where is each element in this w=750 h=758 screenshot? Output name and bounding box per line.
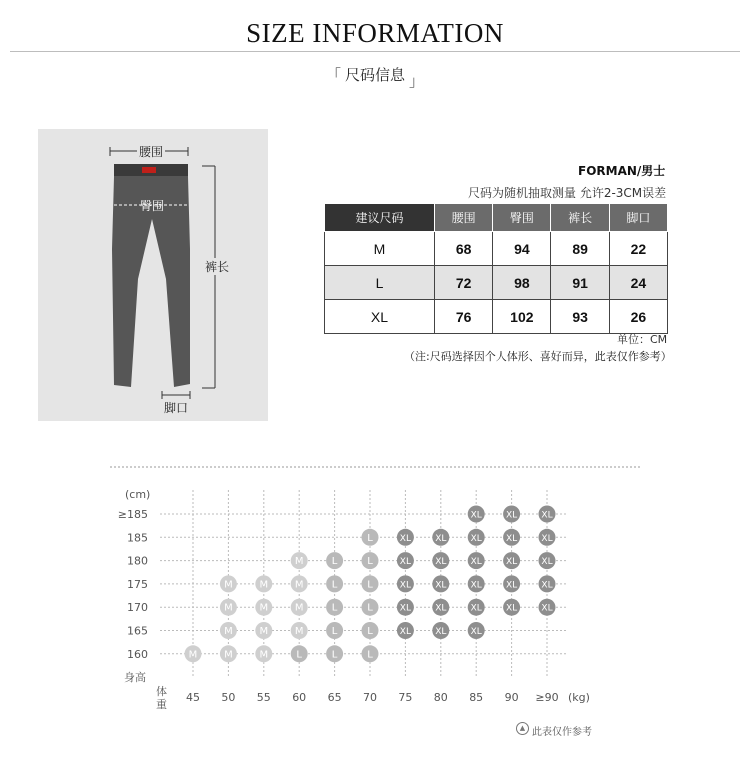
- y-tick-label: 180: [127, 554, 148, 568]
- header-cell: 腰围: [434, 204, 492, 232]
- size-marker-label: XL: [435, 533, 447, 544]
- x-axis-label: 体: [156, 685, 167, 698]
- reference-note: 此表仅作参考: [532, 727, 592, 738]
- size-marker-label: L: [296, 649, 302, 661]
- size-marker-label: XL: [399, 580, 411, 591]
- size-marker-label: L: [367, 556, 373, 568]
- size-marker-label: L: [331, 649, 338, 661]
- size-marker-label: XL: [541, 557, 553, 568]
- x-axis-label: 重: [156, 698, 167, 711]
- size-marker-label: XL: [435, 627, 447, 637]
- size-marker-label: XL: [541, 533, 553, 544]
- table-cell: 102: [493, 300, 551, 334]
- size-marker-label: M: [294, 556, 304, 568]
- x-tick-label: 85: [469, 691, 484, 704]
- size-marker-label: XL: [470, 627, 482, 637]
- length-label: 裤长: [205, 260, 230, 274]
- header-cell: 裤长: [551, 204, 609, 232]
- size-marker-label: M: [259, 579, 269, 591]
- y-tick-label: 160: [127, 647, 148, 661]
- size-marker-label: XL: [506, 557, 518, 568]
- size-marker-label: M: [224, 649, 233, 661]
- size-marker-label: XL: [470, 557, 482, 568]
- size-marker-label: M: [259, 649, 269, 661]
- size-marker-label: L: [331, 626, 338, 637]
- table-cell: L: [325, 266, 435, 300]
- size-marker-label: L: [367, 602, 373, 614]
- header-cell: 建议尺码: [325, 204, 435, 232]
- size-marker-label: XL: [470, 510, 482, 521]
- x-tick-label: 50: [221, 691, 236, 704]
- size-marker-label: L: [367, 532, 373, 544]
- size-marker-label: M: [294, 626, 304, 637]
- x-tick-label: 70: [363, 691, 377, 704]
- table-cell: 68: [434, 232, 492, 266]
- y-tick-label: 165: [127, 624, 148, 638]
- table-cell: 91: [551, 266, 609, 300]
- table-cell: 24: [609, 266, 667, 300]
- table-cell: 89: [551, 232, 609, 266]
- table-cell: 94: [493, 232, 551, 266]
- size-marker-label: M: [294, 602, 304, 614]
- gender-label: FORMAN/男士: [578, 164, 666, 178]
- size-marker-label: XL: [506, 533, 518, 544]
- unit-label: 单位：CM: [617, 333, 668, 346]
- size-marker-label: XL: [399, 603, 411, 614]
- waist-label: 腰围: [139, 145, 164, 159]
- size-marker-label: M: [294, 579, 304, 591]
- y-axis-label: 身高: [124, 671, 146, 684]
- size-marker-label: XL: [541, 603, 553, 614]
- header-cell: 臀围: [493, 204, 551, 232]
- hem-label: 脚口: [164, 401, 189, 415]
- fit-note: （注:尺码选择因个人体形、喜好而异，此表仅作参考）: [404, 350, 672, 363]
- size-marker-label: M: [224, 602, 233, 614]
- size-marker-label: XL: [506, 603, 518, 614]
- table-cell: 98: [493, 266, 551, 300]
- size-marker-label: XL: [506, 580, 518, 591]
- size-marker-label: XL: [470, 533, 482, 544]
- hip-label: 臀围: [140, 199, 165, 213]
- y-tick-label: 175: [127, 577, 148, 591]
- size-marker-label: XL: [435, 580, 447, 591]
- size-marker-label: XL: [399, 627, 411, 637]
- size-marker-label: XL: [541, 510, 553, 521]
- size-marker-label: L: [331, 556, 338, 568]
- size-marker-label: L: [331, 579, 338, 591]
- size-marker-label: L: [331, 602, 338, 614]
- size-marker-label: L: [367, 649, 373, 661]
- size-marker-label: L: [367, 626, 373, 637]
- x-tick-label: 60: [292, 691, 307, 704]
- table-cell: 76: [434, 300, 492, 334]
- x-tick-label: 90: [504, 691, 519, 704]
- x-tick-label: ≥90: [535, 691, 559, 704]
- table-cell: 26: [609, 300, 667, 334]
- x-tick-label: 75: [398, 691, 413, 704]
- table-cell: M: [325, 232, 435, 266]
- page-title: SIZE INFORMATION: [246, 18, 504, 48]
- size-marker-label: XL: [399, 557, 411, 568]
- size-marker-label: M: [224, 626, 233, 637]
- y-tick-label: 170: [127, 601, 148, 615]
- size-marker-label: M: [188, 649, 198, 661]
- size-marker-label: XL: [435, 557, 447, 568]
- chevron-up-icon: ▲: [516, 722, 529, 735]
- x-tick-label: 45: [186, 691, 200, 704]
- size-marker-label: XL: [541, 580, 553, 591]
- table-cell: 93: [551, 300, 609, 334]
- size-marker-label: XL: [399, 533, 411, 544]
- size-marker-label: XL: [506, 510, 518, 521]
- size-marker-label: XL: [435, 603, 447, 614]
- header-cell: 脚口: [609, 204, 667, 232]
- table-cell: 72: [434, 266, 492, 300]
- table-cell: XL: [325, 300, 435, 334]
- bracket-close: 」: [409, 72, 425, 90]
- x-unit-label: (kg): [568, 691, 590, 704]
- size-marker-label: XL: [470, 603, 482, 614]
- x-tick-label: 55: [256, 691, 271, 704]
- bracket-open: 「: [325, 66, 341, 84]
- x-tick-label: 80: [433, 691, 448, 704]
- size-marker-label: M: [259, 602, 269, 614]
- size-marker-label: L: [367, 579, 373, 591]
- y-tick-label: 185: [127, 531, 148, 545]
- measure-tolerance-note: 尺码为随机抽取测量 允许2-3CM误差: [468, 186, 667, 200]
- size-marker-label: M: [259, 626, 269, 637]
- size-marker-label: XL: [470, 580, 482, 591]
- table-cell: 22: [609, 232, 667, 266]
- subtitle-text: 尺码信息: [344, 66, 405, 84]
- y-unit-label: (cm): [125, 488, 151, 501]
- x-tick-label: 65: [327, 691, 342, 704]
- y-tick-label: ≥185: [117, 508, 148, 521]
- size-marker-label: M: [224, 579, 233, 591]
